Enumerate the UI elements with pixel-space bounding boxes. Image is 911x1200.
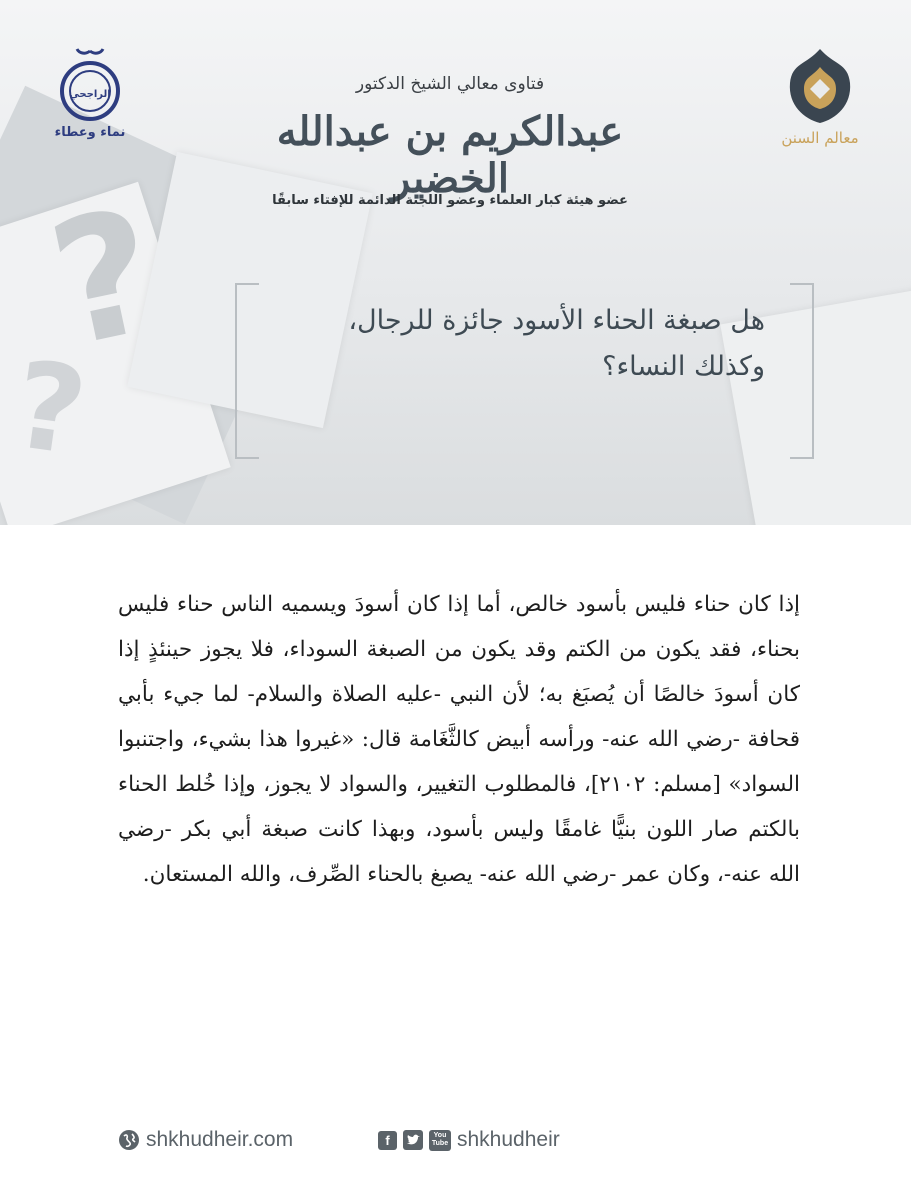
rajhi-seal-icon [45,45,135,123]
maalim-alsunan-logo [770,45,870,155]
social-handle[interactable]: shkhudheir [457,1128,560,1151]
youtube-top: You [433,1132,447,1139]
sheikh-name: عبدالكريم بن عبدالله الخضير [276,108,624,202]
fatawa-title-line: فتاوى معالي الشيخ الدكتور [355,74,545,94]
seal-text: الراجحي [69,89,111,100]
question-mark-icon: ? [5,335,94,484]
maalim-label: معالم السنن [781,129,859,147]
globe-icon [118,1129,140,1151]
maalim-emblem-icon [770,45,870,125]
twitter-icon[interactable] [403,1130,423,1150]
sheikh-position: عضو هيئة كبار العلماء وعضو اللجنة الدائمة للإفتاء سابقًا [272,193,628,208]
question-line-2: وكذلك النساء؟ [602,351,765,382]
footer-website[interactable] [118,1120,293,1160]
footer-social [378,1120,560,1160]
youtube-bottom: Tube [431,1140,449,1147]
facebook-icon[interactable]: f [378,1131,397,1150]
youtube-icon[interactable] [429,1130,451,1151]
website-link[interactable]: shkhudheir.com [146,1128,294,1151]
header-banner [0,0,911,525]
rajhi-logo [45,45,135,145]
question-line-1: هل صبغة الحناء الأسود جائزة للرجال، [348,305,765,336]
question-bracket-left [235,283,259,459]
rajhi-label: نماء وعطاء [54,125,126,140]
question-text [270,298,765,390]
question-mark-icon: ? [35,171,174,387]
question-bracket-right [790,283,814,459]
answer-text: إذا كان حناء فليس بأسود خالص، أما إذا كان أسودَ ويسميه الناس حناء فليس بحناء، فقد يكون من الكتم وقد يكون من الصبغة السوداء، فلا يجوز حينئذٍ إذا كان أسودَ خالصًا أن يُصبَغ به؛ لأن النبي -عليه الصلاة والسلام- لما جيء بأبي قحافة -رضي الله عنه- ورأسه أبيض كالثَّغَامة قال: «غيروا هذا بشيء، واجتنبوا السواد» [مسلم: ٢١٠٢]، فالمطلوب التغيير، والسواد لا يجوز، وإذا خُلط الحناء بالكتم صار اللون بنيًّا غامقًا وليس بأسود، وبهذا كانت صبغة أبي بكر -رضي الله عنه-، وكان عمر -رضي الله عنه- يصبغ بالحناء الصِّرف، والله المستعان. [118,592,801,887]
